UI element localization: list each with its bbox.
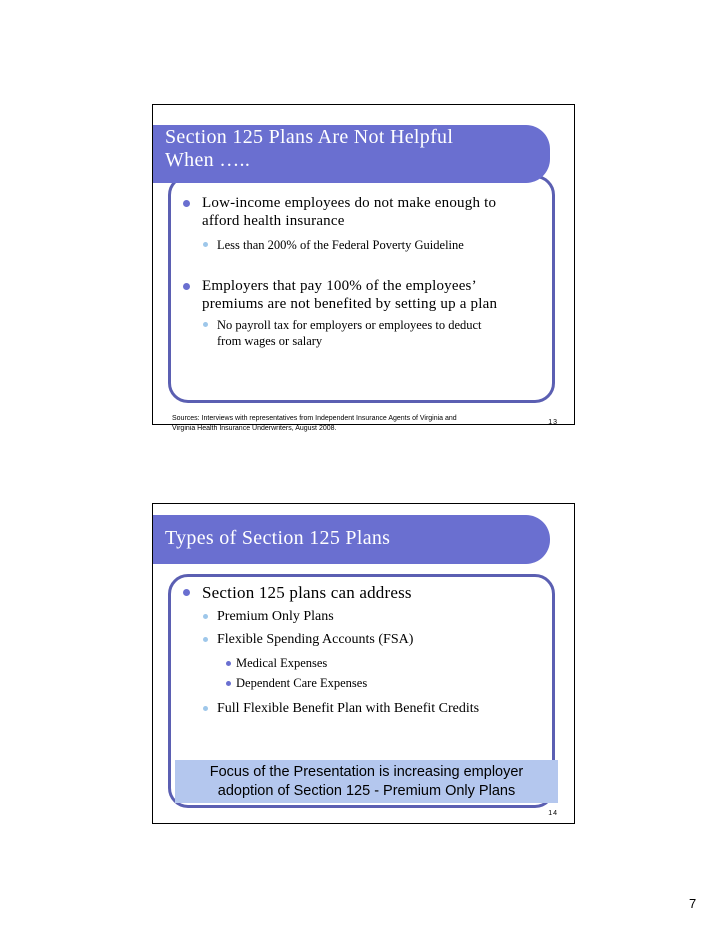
slide-title-bar xyxy=(153,515,550,564)
sources-line: Sources: Interviews with representatives from Independent Insurance Agents of Virginia and xyxy=(172,415,457,422)
bullet-employers-pay-full xyxy=(153,277,574,313)
sources-line: Virginia Health Insurance Underwriters, August 2008. xyxy=(172,425,337,432)
page-number: 7 xyxy=(689,896,697,911)
bullet-text: Section 125 plans can address xyxy=(202,583,412,602)
third-bullet-dot-icon xyxy=(226,661,231,666)
bullet-dot-icon xyxy=(183,283,190,290)
sub-bullet-dot-icon xyxy=(203,242,208,247)
slide-title-bar xyxy=(153,125,550,183)
third-bullet-text: Dependent Care Expenses xyxy=(236,676,368,690)
bullet-section125-address xyxy=(153,583,574,603)
sub-bullet-dot-icon xyxy=(203,637,208,642)
focus-line: adoption of Section 125 - Premium Only Plans xyxy=(217,783,516,799)
focus-callout xyxy=(175,760,558,803)
sub-bullet-text-line: from wages or salary xyxy=(217,334,323,348)
bullet-low-income xyxy=(153,194,574,230)
third-bullet-text: Medical Expenses xyxy=(236,656,328,670)
sub-bullet-fsa xyxy=(153,630,574,650)
bullet-text-line: premiums are not benefited by setting up a plan xyxy=(202,296,498,312)
slide-content xyxy=(153,194,574,349)
sub-bullet-full-flexible xyxy=(153,699,574,719)
sub-bullet-text-line: No payroll tax for employers or employees to deduct xyxy=(217,318,482,332)
sub-bullet-premium-only xyxy=(153,607,574,627)
sub-bullet-text: Full Flexible Benefit Plan with Benefit Credits xyxy=(217,701,480,716)
slide-13 xyxy=(152,104,575,432)
bullet-text-line: afford health insurance xyxy=(202,213,345,229)
slide-number: 13 xyxy=(548,419,558,426)
bullet-text-line: Employers that pay 100% of the employees’ xyxy=(202,278,477,294)
sub-bullet-dot-icon xyxy=(203,322,208,327)
third-bullet-dot-icon xyxy=(226,681,231,686)
slide-14 xyxy=(152,503,575,824)
slide-content xyxy=(153,583,574,719)
sub-bullet-dot-icon xyxy=(203,614,208,619)
third-bullet-dependent xyxy=(153,673,574,693)
slide-title-line-1: Section 125 Plans Are Not Helpful xyxy=(165,126,454,148)
focus-line: Focus of the Presentation is increasing employer xyxy=(209,764,524,780)
sub-bullet-text: Premium Only Plans xyxy=(217,609,334,624)
slide-title: Types of Section 125 Plans xyxy=(165,527,391,549)
bullet-dot-icon xyxy=(183,589,190,596)
slide-number: 14 xyxy=(548,810,558,817)
sub-bullet-text: Less than 200% of the Federal Poverty Guideline xyxy=(217,238,464,252)
bullet-text-line: Low-income employees do not make enough to xyxy=(202,195,497,211)
sub-bullet-text: Flexible Spending Accounts (FSA) xyxy=(217,632,414,647)
bullet-dot-icon xyxy=(183,200,190,207)
sub-bullet-poverty-guideline xyxy=(153,237,574,253)
sub-bullet-dot-icon xyxy=(203,706,208,711)
sources-note xyxy=(172,414,502,434)
slide-title-line-2: When ….. xyxy=(165,149,251,171)
sub-bullet-no-payroll-tax xyxy=(153,317,574,349)
third-bullet-medical xyxy=(153,653,574,673)
